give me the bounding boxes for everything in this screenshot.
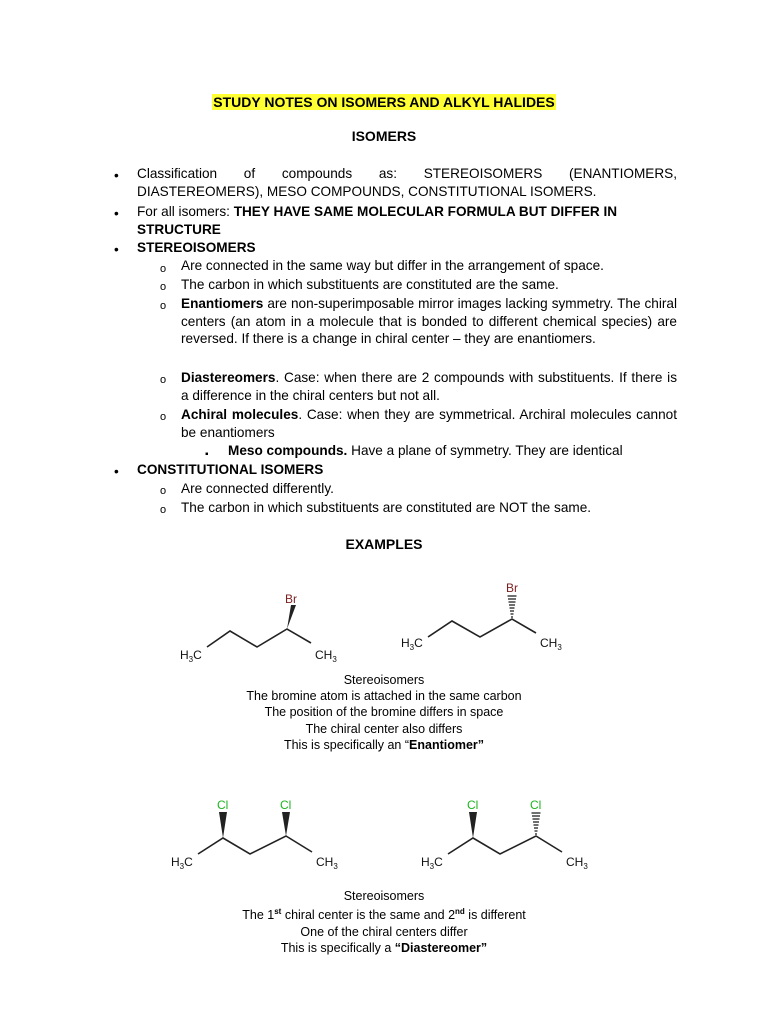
bromine-label: Br [506, 581, 518, 595]
chlorine-label-2: Cl [530, 798, 542, 812]
ch3-label: $CH_3$ [315, 648, 337, 664]
h3c-label: $H_3C$ [180, 648, 202, 664]
constitutional-item-1: Are connected differently. [181, 481, 334, 496]
stereo-item-1: Are connected in the same way but differ in the arrangement of space. [181, 258, 604, 273]
bromine-label: Br [285, 592, 297, 606]
wedge-bond [287, 605, 296, 629]
sub-bullet-glyph: o [160, 374, 167, 386]
sub-bullet-glyph: o [160, 411, 167, 423]
sub-bullet-glyph: o [160, 504, 167, 516]
sub-bullet-glyph: o [160, 300, 167, 312]
stereo-item-2: The carbon in which substituents are constituted are the same. [181, 277, 559, 292]
isomers-heading: ISOMERS [351, 128, 417, 144]
bullet-glyph: • [114, 464, 119, 479]
carbon-chain [448, 836, 562, 854]
sub-sub-bullet-glyph: ▪ [205, 449, 209, 460]
examples-heading: EXAMPLES [345, 536, 423, 552]
carbon-chain [198, 836, 312, 854]
bullet-glyph: • [114, 206, 119, 221]
chlorine-label-1: Cl [467, 798, 479, 812]
molecule-bromopentane-wedge [175, 585, 355, 670]
constitutional-item-2: The carbon in which substituents are constituted are NOT the same. [181, 500, 592, 515]
chlorine-label-1: Cl [217, 798, 229, 812]
h3c-label: $H_3C$ [401, 636, 423, 652]
ch3-label: $CH_3$ [316, 855, 338, 871]
molecule-dichloropentane-wedge-wedge [168, 792, 368, 877]
example-1-caption: Stereoisomers The bromine atom is attached in the same carbon The position of the bromine differs in space The chiral center also differs This is specifically an “Enantiomer” [246, 673, 522, 752]
constitutional-heading: CONSTITUTIONAL ISOMERS [137, 462, 324, 477]
sub-bullet-glyph: o [160, 281, 167, 293]
h3c-label: $H_3C$ [421, 855, 443, 871]
sub-bullet-glyph: o [160, 263, 167, 275]
stereoisomers-heading: STEREOISOMERS [137, 240, 256, 255]
stereo-item-diastereomers: Diastereomers. Case: when there are 2 compounds with substituents. If there is a difference in the chiral centers but not all. [181, 370, 677, 403]
wedge-bond-2 [282, 812, 290, 836]
example-2-caption: Stereoisomers The 1st chiral center is the same and 2nd is different One of the chiral centers differ This is specifically a “Diastereomer” [242, 889, 526, 955]
stereo-item-enantiomers: Enantiomers are non-superimposable mirror images lacking symmetry. The chiral centers (an atom in a molecule that is bonded to different chemical species) are reversed. If there is a change in chiral center – they are enantiomers. [181, 296, 677, 347]
bullet-glyph: • [114, 242, 119, 257]
molecule-dichloropentane-wedge-hash [418, 792, 618, 877]
carbon-chain [207, 629, 311, 647]
wedge-bond-1 [219, 812, 227, 838]
carbon-chain [428, 619, 536, 637]
wedge-bond [469, 812, 477, 838]
hash-bond [532, 813, 541, 834]
chlorine-label-2: Cl [280, 798, 292, 812]
sub-bullet-glyph: o [160, 485, 167, 497]
ch3-label: $CH_3$ [540, 636, 562, 652]
document-title: STUDY NOTES ON ISOMERS AND ALKYL HALIDES [213, 94, 555, 110]
hash-bond [508, 596, 517, 617]
stereo-item-achiral: Achiral molecules. Case: when they are symmetrical. Archiral molecules cannot be enantiomers [181, 407, 677, 440]
h3c-label: $H_3C$ [171, 855, 193, 871]
all-isomers-bullet: For all isomers: THEY HAVE SAME MOLECULAR FORMULA BUT DIFFER IN STRUCTURE [137, 204, 618, 237]
ch3-label: $CH_3$ [566, 855, 588, 871]
classification-bullet: Classification of compounds as: STEREOISOMERS (ENANTIOMERS, DIASTEREOMERS), MESO COMPOUNDS, CONSTITUTIONAL ISOMERS. [137, 166, 677, 199]
molecule-bromopentane-hash [398, 575, 578, 660]
bullet-glyph: • [114, 168, 119, 183]
meso-item: Meso compounds. Have a plane of symmetry. They are identical [228, 443, 623, 458]
